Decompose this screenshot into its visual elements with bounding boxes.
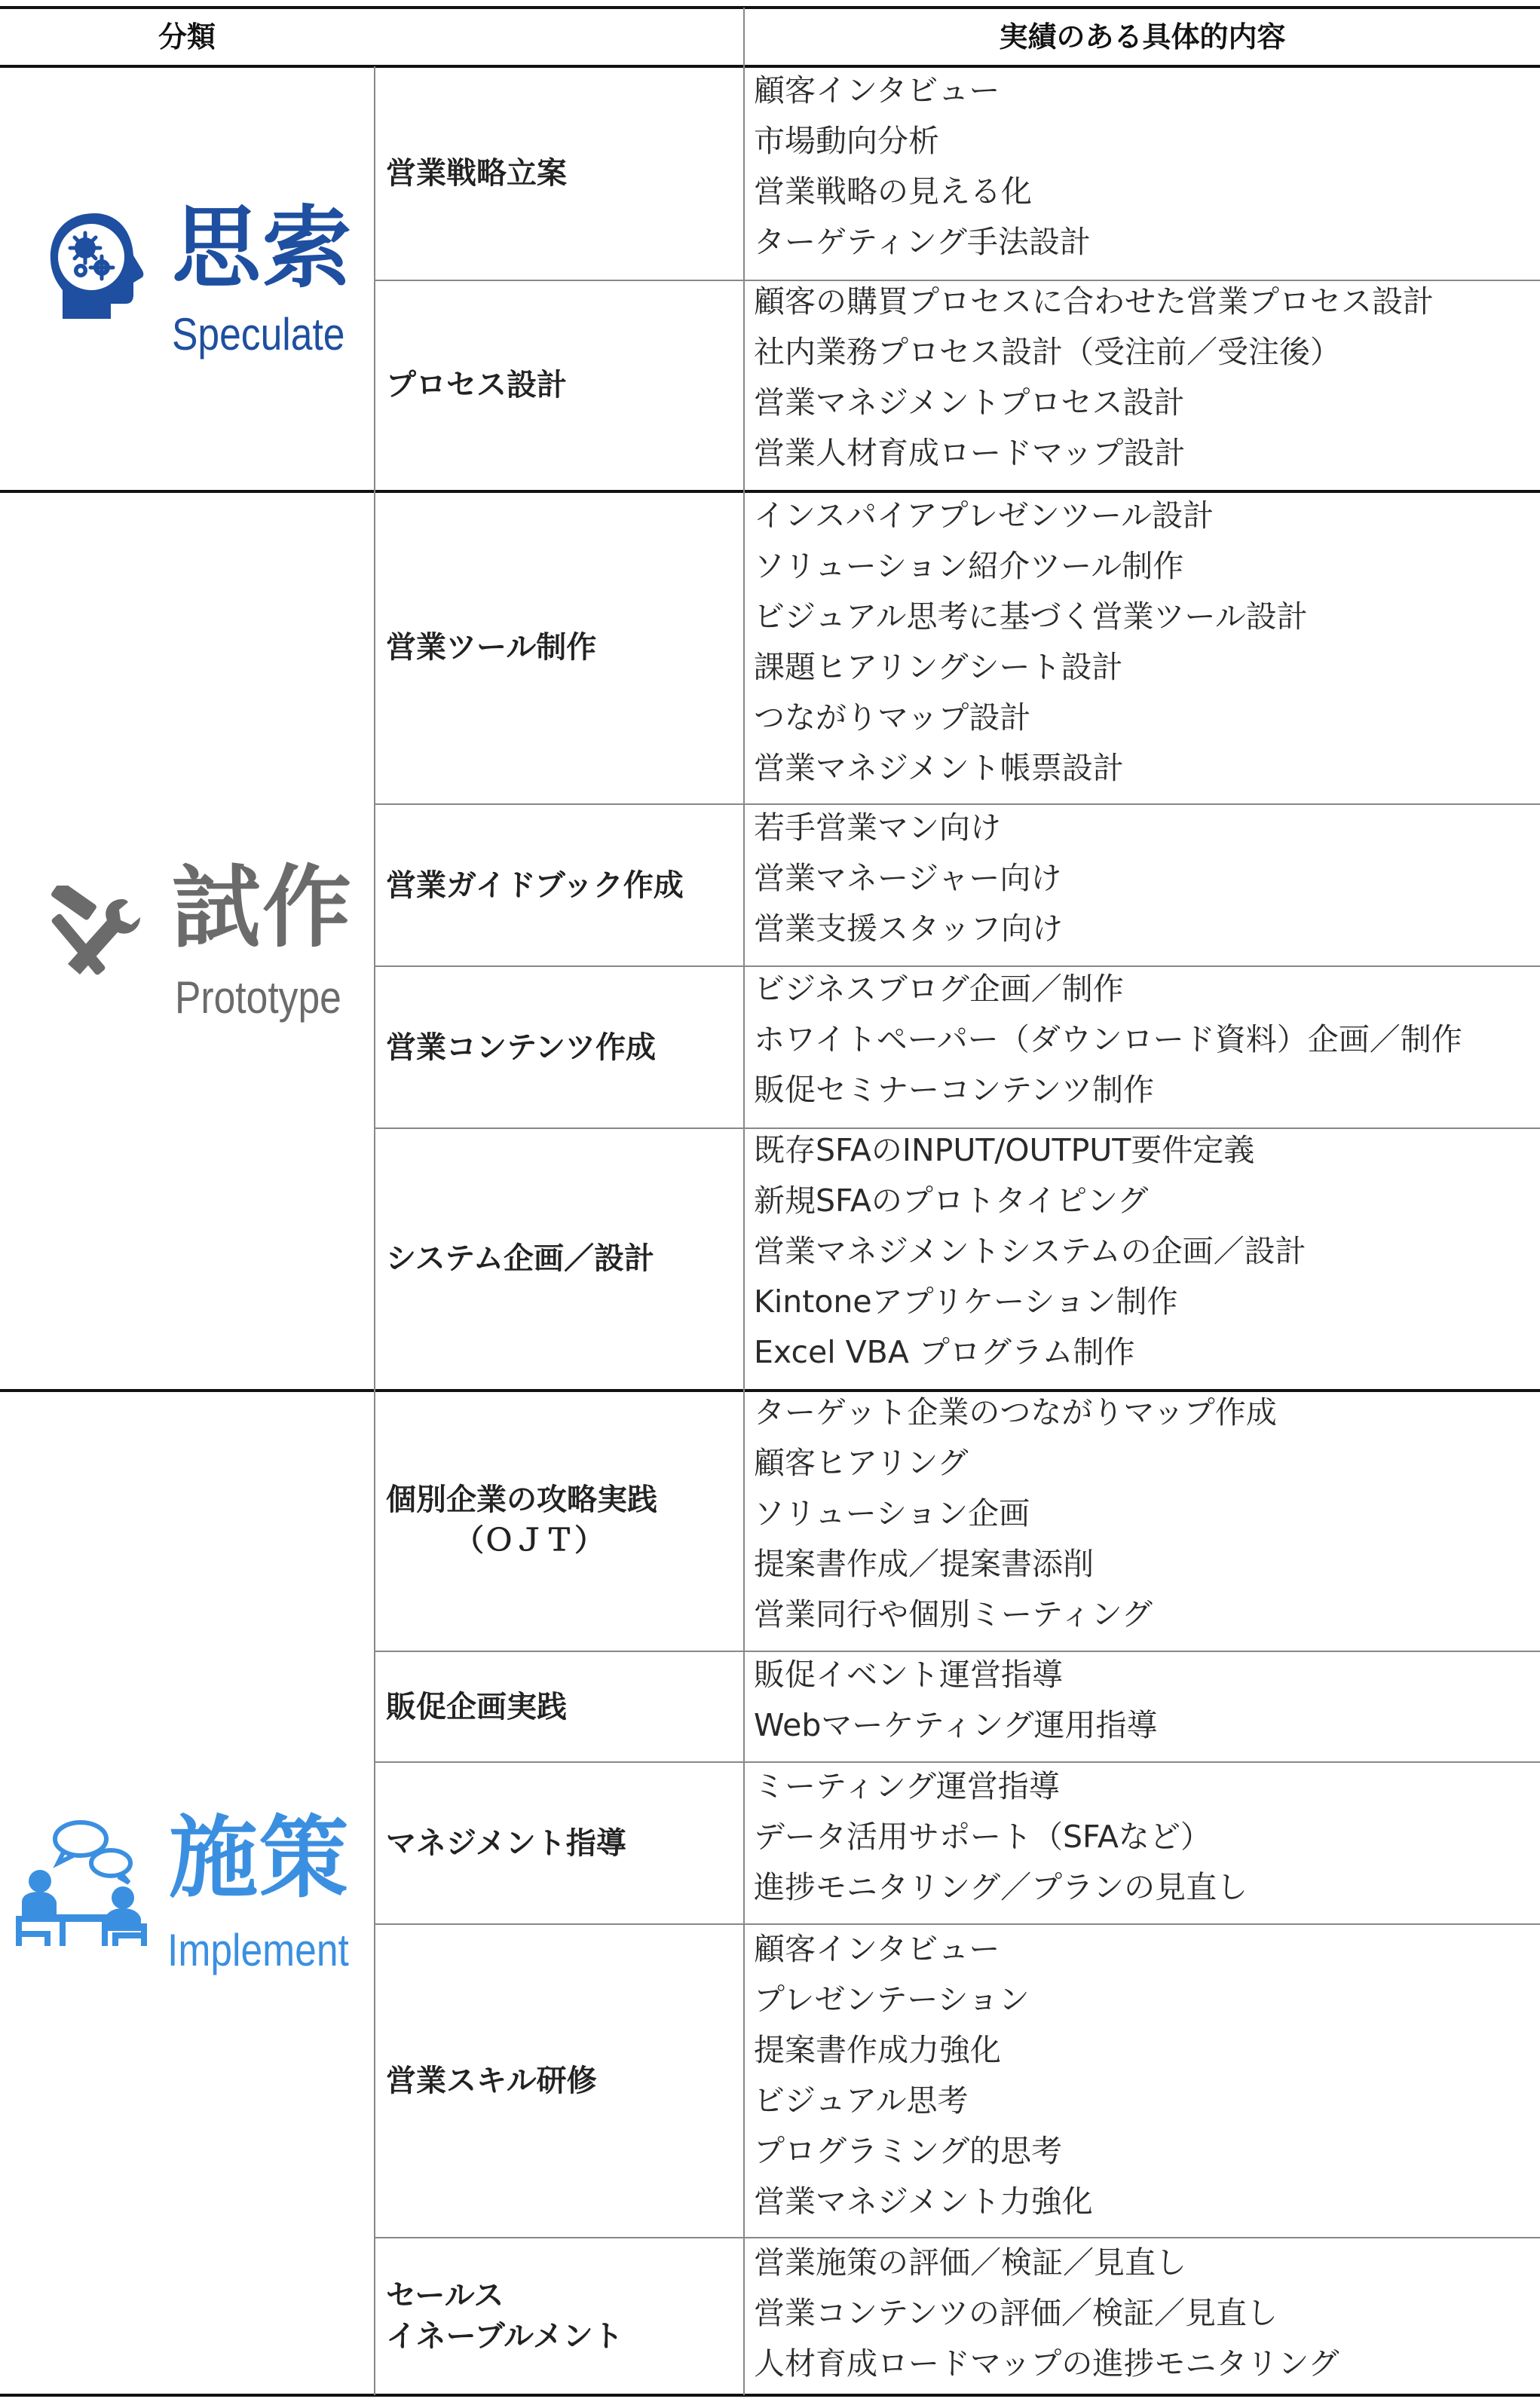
subcategory-label [386, 66, 740, 280]
content-item: Excel VBA プログラム制作 [754, 1334, 1135, 1370]
content-item: 営業マネジメントプロセス設計 [754, 384, 1185, 421]
content-item: 営業支援スタッフ向け [754, 910, 1063, 947]
content-divider [743, 66, 745, 2395]
content-item: 課題ヒアリングシート設計 [754, 649, 1123, 685]
content-item: 進捗モニタリング／プランの見直し [754, 1869, 1248, 1905]
content-item: 顧客ヒアリング [754, 1445, 969, 1481]
content-item: ターゲット企業のつながりマップ作成 [754, 1394, 1277, 1430]
subcategory-label [386, 1924, 740, 2238]
content-item: データ活用サポート（SFAなど） [754, 1819, 1211, 1855]
subcategory-text: 販促企画実践 [386, 1689, 567, 1724]
subcategory-label [386, 966, 740, 1128]
content-item: 営業人材育成ロードマップ設計 [754, 435, 1186, 471]
content-item: 顧客の購買プロセスに合わせた営業プロセス設計 [754, 283, 1434, 320]
category-subtitle-implement: Implement [167, 1925, 349, 1975]
content-item: 提案書作成／提案書添削 [754, 1546, 1094, 1582]
content-item: 営業同行や個別ミーティング [754, 1596, 1153, 1632]
table-bottom-border [0, 2394, 1540, 2397]
subcategory-divider [374, 66, 375, 2395]
section-border-2 [0, 1389, 1540, 1392]
subcategory-label [386, 804, 740, 966]
category-title-prototype: 試作 [172, 855, 354, 959]
subcategory-text: 営業戦略立案 [386, 156, 567, 191]
subcategory-text: プロセス設計 [386, 368, 567, 402]
content-item: ビジュアル思考に基づく営業ツール設計 [754, 598, 1308, 635]
content-item: ソリューション企画 [754, 1495, 1030, 1531]
content-item: ビジュアル思考 [754, 2082, 969, 2119]
subcategory-text-line2: イネーブルメント [386, 2318, 623, 2354]
content-item: 社内業務プロセス設計（受注前／受注後） [754, 334, 1341, 370]
head-gears-icon [41, 207, 147, 324]
subcategory-label [386, 490, 740, 804]
header-category: 分類 [158, 20, 216, 54]
content-item: ミーティング運営指導 [754, 1768, 1060, 1804]
category-title-speculate: 思索 [172, 196, 354, 300]
subcategory-text: マネジメント指導 [386, 1825, 626, 1861]
category-subtitle-speculate: Speculate [172, 309, 345, 360]
content-item: ホワイトペーパー（ダウンロード資料）企画／制作 [754, 1021, 1462, 1057]
content-item: 営業施策の評価／検証／見直し [754, 2244, 1186, 2281]
content-item: 営業マネジメント力強化 [754, 2183, 1093, 2220]
content-item: 新規SFAのプロトタイピング [754, 1183, 1149, 1219]
meeting-people-icon [11, 1818, 151, 1950]
subcategory-text: セールス [386, 2278, 504, 2313]
content-item: 顧客インタビュー [754, 72, 1000, 109]
subcategory-label [386, 1762, 740, 1924]
category-subtitle-prototype: Prototype [175, 972, 341, 1023]
subcategory-text: 個別企業の攻略実践 [386, 1482, 657, 1517]
category-title-implement: 施策 [169, 1806, 351, 1910]
content-item: ビジネスブログ企画／制作 [754, 971, 1124, 1007]
subcategory-label [386, 280, 740, 490]
content-item: インスパイアプレゼンツール設計 [754, 497, 1214, 534]
content-item: 既存SFAのINPUT/OUTPUT要件定義 [754, 1132, 1255, 1168]
content-item: 提案書作成力強化 [754, 2032, 1001, 2068]
content-item: 営業戦略の見える化 [754, 173, 1032, 210]
content-item: 若手営業マン向け [754, 809, 1001, 846]
hammer-wrench-icon [38, 886, 151, 984]
content-item: つながりマップ設計 [754, 699, 1031, 736]
header-content: 実績のある具体的内容 [999, 20, 1286, 54]
content-item: 営業コンテンツの評価／検証／見直し [754, 2295, 1278, 2331]
content-item: 営業マネジメントシステムの企画／設計 [754, 1233, 1306, 1269]
content-item: プレゼンテーション [754, 1981, 1030, 2018]
subcategory-label [386, 2238, 740, 2394]
content-item: ソリューション紹介ツール制作 [754, 548, 1184, 584]
section-border-1 [0, 490, 1540, 493]
subcategory-label [386, 1389, 740, 1651]
content-item: Kintoneアプリケーション制作 [754, 1284, 1178, 1320]
header-bottom-border [0, 65, 1540, 68]
content-item: プログラミング的思考 [754, 2133, 1063, 2169]
content-item: 市場動向分析 [754, 123, 939, 159]
subcategory-text-line2: （ＯＪＴ） [454, 1523, 605, 1558]
content-item: 顧客インタビュー [754, 1931, 1000, 1967]
content-item: ターゲティング手法設計 [754, 224, 1091, 260]
content-item: 営業マネジメント帳票設計 [754, 750, 1124, 786]
content-item: 販促イベント運営指導 [754, 1657, 1063, 1693]
subcategory-text: 営業スキル研修 [386, 2064, 597, 2098]
content-item: 人材育成ロードマップの進捗モニタリング [754, 2345, 1339, 2382]
subcategory-text: 営業ガイドブック作成 [386, 867, 684, 903]
subcategory-text: システム企画／設計 [386, 1241, 654, 1276]
subcategory-label [386, 1128, 740, 1389]
content-item: 販促セミナーコンテンツ制作 [754, 1072, 1154, 1108]
content-item: Webマーケティング運用指導 [754, 1707, 1158, 1743]
subcategory-label [386, 1651, 740, 1762]
subcategory-text: 営業ツール制作 [386, 629, 597, 665]
subcategory-text: 営業コンテンツ作成 [386, 1030, 656, 1065]
content-item: 営業マネージャー向け [754, 860, 1062, 896]
